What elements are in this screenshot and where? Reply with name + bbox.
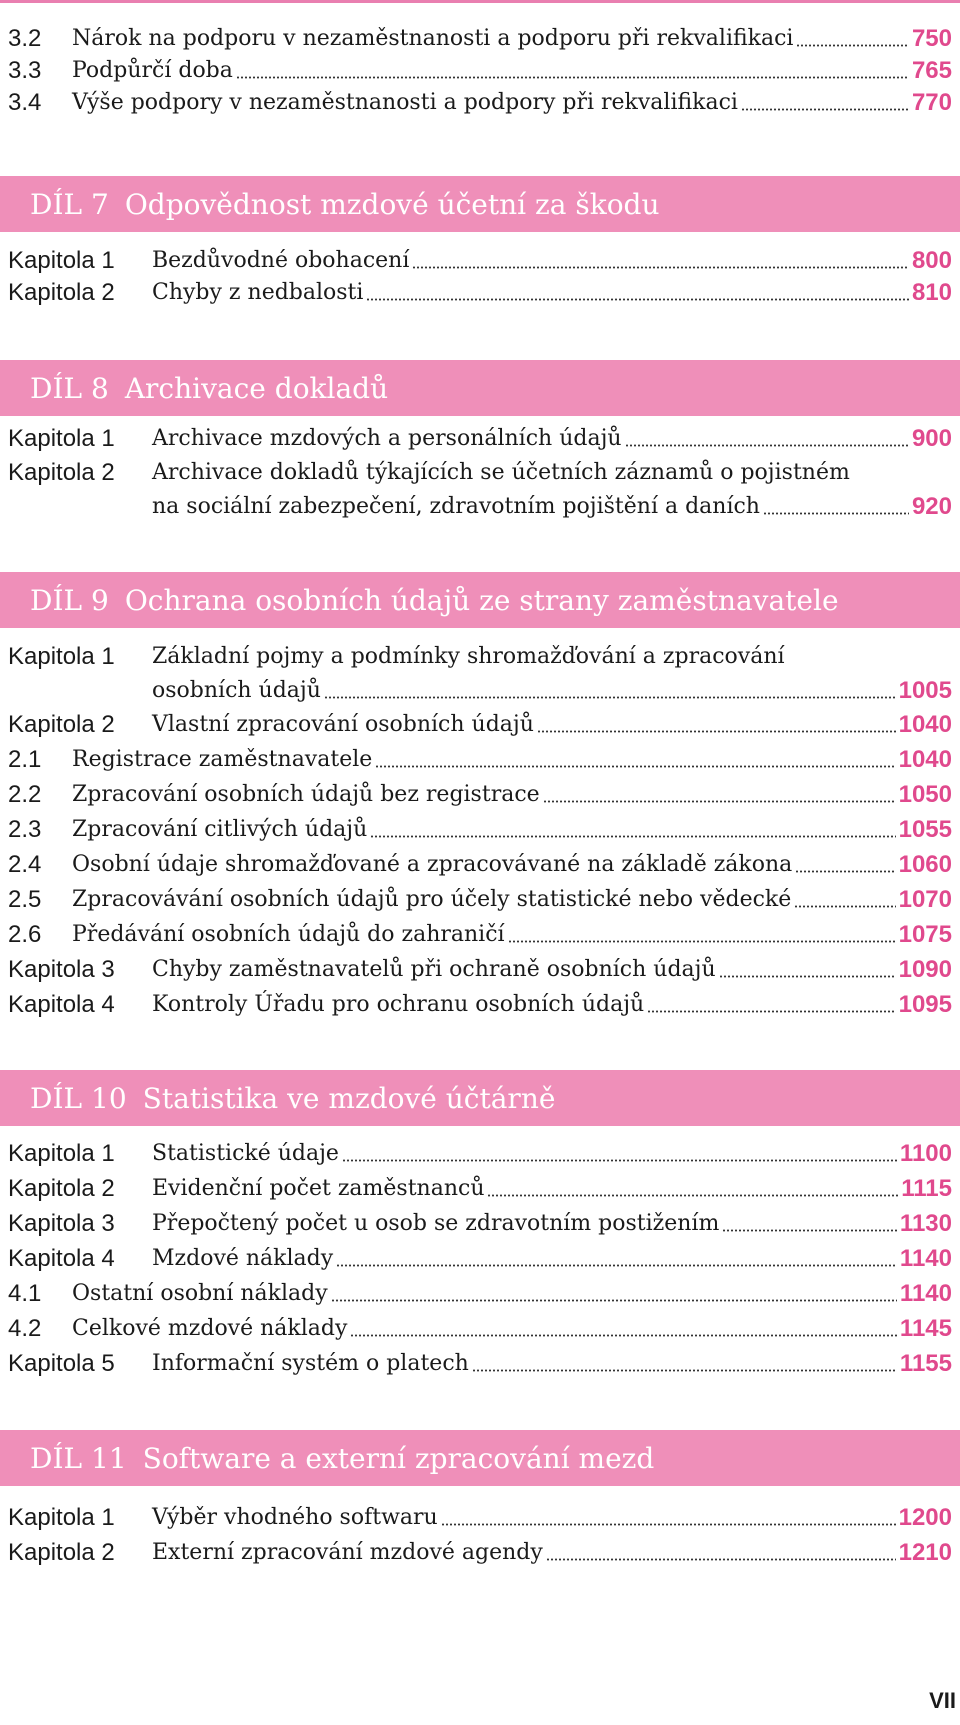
part-heading	[0, 1430, 960, 1486]
dot-leader	[375, 765, 895, 768]
toc-entry	[8, 246, 952, 276]
entry-page: 900	[911, 425, 952, 452]
dot-leader	[342, 1159, 897, 1162]
entry-title: Informační systém o platech	[152, 1351, 469, 1376]
entry-page: 1200	[898, 1504, 952, 1531]
entry-label: Kapitola 1	[8, 425, 115, 452]
entry-page: 1075	[898, 921, 952, 948]
dot-leader	[543, 800, 896, 803]
entry-label: Kapitola 4	[8, 1245, 115, 1272]
entry-label: Kapitola 2	[8, 1175, 115, 1202]
entry-label: Kapitola 1	[8, 247, 115, 274]
entry-page: 1095	[898, 991, 952, 1018]
dot-leader	[795, 870, 895, 873]
entry-page: 920	[911, 493, 952, 520]
entry-label: 2.2	[8, 781, 42, 808]
entry-label: 2.6	[8, 921, 42, 948]
toc-entry	[8, 815, 952, 845]
dot-leader	[472, 1369, 897, 1372]
dot-leader	[763, 512, 909, 515]
entry-page: 1050	[898, 781, 952, 808]
part-heading	[0, 176, 960, 232]
entry-title: Zpracovávání osobních údajů pro účely statistické nebo vědecké	[72, 887, 792, 912]
entry-page: 765	[911, 57, 952, 84]
dot-leader	[719, 975, 896, 978]
entry-label: Kapitola 3	[8, 1210, 115, 1237]
dot-leader	[625, 444, 909, 447]
entry-label: 3.3	[8, 57, 42, 84]
entry-label: Kapitola 4	[8, 991, 115, 1018]
entry-title: Chyby zaměstnavatelů při ochraně osobních údajů	[152, 957, 716, 982]
entry-title-continued: na sociální zabezpečení, zdravotním pojištění a daních	[152, 494, 760, 519]
entry-title: Statistické údaje	[152, 1141, 339, 1166]
part-number: DÍL 8	[30, 371, 109, 405]
entry-title-continued: osobních údajů	[152, 678, 321, 703]
entry-title: Evidenční počet zaměstnanců	[152, 1176, 485, 1201]
entry-title: Zpracování osobních údajů bez registrace	[72, 782, 540, 807]
toc-entry	[8, 1174, 952, 1204]
toc-entry	[8, 1209, 952, 1239]
entry-label: 3.2	[8, 25, 42, 52]
entry-label: Kapitola 2	[8, 1539, 115, 1566]
entry-title: Archivace dokladů týkajících se účetních záznamů o pojistném	[152, 460, 850, 485]
dot-leader	[350, 1334, 897, 1337]
part-heading	[0, 1070, 960, 1126]
entry-page: 1140	[899, 1280, 952, 1307]
toc-entry	[8, 990, 952, 1020]
toc-entry	[8, 780, 952, 810]
part-name: Statistika ve mzdové účtárně	[142, 1081, 556, 1115]
dot-leader	[537, 730, 896, 733]
dot-leader	[331, 1299, 897, 1302]
entry-page: 800	[911, 247, 952, 274]
dot-leader	[796, 44, 908, 47]
part-number: DÍL 11	[30, 1441, 127, 1475]
entry-title: Osobní údaje shromažďované a zpracovávané na základě zákona	[72, 852, 793, 877]
entry-title: Výběr vhodného softwaru	[152, 1505, 438, 1530]
entry-label: 3.4	[8, 89, 42, 116]
dot-leader	[366, 298, 909, 301]
toc-entry	[8, 885, 952, 915]
entry-label: Kapitola 3	[8, 956, 115, 983]
entry-title: Ostatní osobní náklady	[72, 1281, 328, 1306]
toc-entry	[8, 1538, 952, 1568]
part-number: DÍL 9	[30, 583, 109, 617]
dot-leader	[412, 266, 909, 269]
toc-entry	[8, 1503, 952, 1533]
entry-page: 770	[911, 89, 952, 116]
toc-entry	[8, 920, 952, 950]
dot-leader	[722, 1229, 897, 1232]
dot-leader	[370, 835, 895, 838]
dot-leader	[487, 1194, 898, 1197]
part-name: Odpovědnost mzdové účetní za škodu	[124, 187, 660, 221]
top-rule	[0, 0, 960, 3]
toc-entry	[8, 424, 952, 454]
dot-leader	[236, 76, 909, 79]
entry-label: 2.1	[8, 746, 42, 773]
dot-leader	[647, 1010, 895, 1013]
entry-label: Kapitola 2	[8, 459, 115, 486]
toc-entry	[8, 850, 952, 880]
part-name: Archivace dokladů	[124, 371, 389, 405]
entry-label: 2.3	[8, 816, 42, 843]
toc-entry	[8, 1244, 952, 1274]
entry-label: Kapitola 1	[8, 1140, 115, 1167]
entry-page: 1005	[898, 677, 952, 704]
entry-title: Bezdůvodné obohacení	[152, 248, 410, 273]
entry-title: Archivace mzdových a personálních údajů	[152, 426, 622, 451]
entry-page: 1210	[898, 1539, 952, 1566]
entry-page: 1115	[901, 1175, 952, 1202]
toc-entry	[8, 24, 952, 54]
entry-title: Předávání osobních údajů do zahraničí	[72, 922, 505, 947]
toc-entry	[8, 1314, 952, 1344]
part-name: Software a externí zpracování mezd	[142, 1441, 655, 1475]
page-number: VII	[929, 1688, 956, 1713]
entry-label: Kapitola 2	[8, 279, 115, 306]
entry-page: 1040	[898, 711, 952, 738]
toc-entry-continuation	[8, 492, 952, 522]
entry-title: Vlastní zpracování osobních údajů	[152, 712, 534, 737]
entry-page: 1055	[898, 816, 952, 843]
part-heading	[0, 360, 960, 416]
entry-page: 750	[911, 25, 952, 52]
entry-title: Podpůrčí doba	[72, 58, 233, 83]
dot-leader	[508, 940, 896, 943]
toc-entry	[8, 642, 952, 672]
entry-title: Zpracování citlivých údajů	[72, 817, 368, 842]
entry-page: 1145	[899, 1315, 952, 1342]
entry-label: Kapitola 5	[8, 1350, 115, 1377]
entry-label: Kapitola 1	[8, 643, 115, 670]
toc-entry	[8, 955, 952, 985]
part-name: Ochrana osobních údajů ze strany zaměstnavatele	[124, 583, 839, 617]
toc-entry	[8, 1279, 952, 1309]
dot-leader	[441, 1523, 896, 1526]
entry-page: 810	[911, 279, 952, 306]
entry-page: 1130	[899, 1210, 952, 1237]
toc-entry	[8, 458, 952, 488]
entry-title: Mzdové náklady	[152, 1246, 334, 1271]
entry-label: Kapitola 1	[8, 1504, 115, 1531]
entry-title: Nárok na podporu v nezaměstnanosti a podporu při rekvalifikaci	[72, 26, 794, 51]
entry-title: Přepočtený počet u osob se zdravotním postižením	[152, 1211, 720, 1236]
dot-leader	[324, 696, 896, 699]
entry-title: Registrace zaměstnavatele	[72, 747, 373, 772]
entry-label: 4.2	[8, 1315, 42, 1342]
entry-title: Výše podpory v nezaměstnanosti a podpory při rekvalifikaci	[72, 90, 738, 115]
dot-leader	[741, 108, 909, 111]
toc-entry-continuation	[8, 676, 952, 706]
part-number: DÍL 7	[30, 187, 109, 221]
toc-entry	[8, 1349, 952, 1379]
part-heading	[0, 572, 960, 628]
entry-label: 2.4	[8, 851, 42, 878]
toc-entry	[8, 56, 952, 86]
entry-page: 1100	[899, 1140, 952, 1167]
dot-leader	[336, 1264, 897, 1267]
entry-label: Kapitola 2	[8, 711, 115, 738]
dot-leader	[546, 1558, 896, 1561]
entry-label: 2.5	[8, 886, 42, 913]
entry-title: Chyby z nedbalosti	[152, 280, 364, 305]
toc-entry	[8, 278, 952, 308]
toc-entry	[8, 1139, 952, 1169]
toc-entry	[8, 88, 952, 118]
entry-page: 1090	[898, 956, 952, 983]
dot-leader	[794, 905, 895, 908]
entry-title: Celkové mzdové náklady	[72, 1316, 348, 1341]
entry-title: Kontroly Úřadu pro ochranu osobních údajů	[152, 992, 645, 1017]
entry-page: 1060	[898, 851, 952, 878]
entry-page: 1040	[898, 746, 952, 773]
entry-label: 4.1	[8, 1280, 42, 1307]
entry-page: 1155	[899, 1350, 952, 1377]
entry-title: Základní pojmy a podmínky shromažďování a zpracování	[152, 644, 785, 669]
toc-entry	[8, 710, 952, 740]
toc-entry	[8, 745, 952, 775]
entry-page: 1140	[899, 1245, 952, 1272]
entry-title: Externí zpracování mzdové agendy	[152, 1540, 543, 1565]
part-number: DÍL 10	[30, 1081, 127, 1115]
entry-page: 1070	[898, 886, 952, 913]
